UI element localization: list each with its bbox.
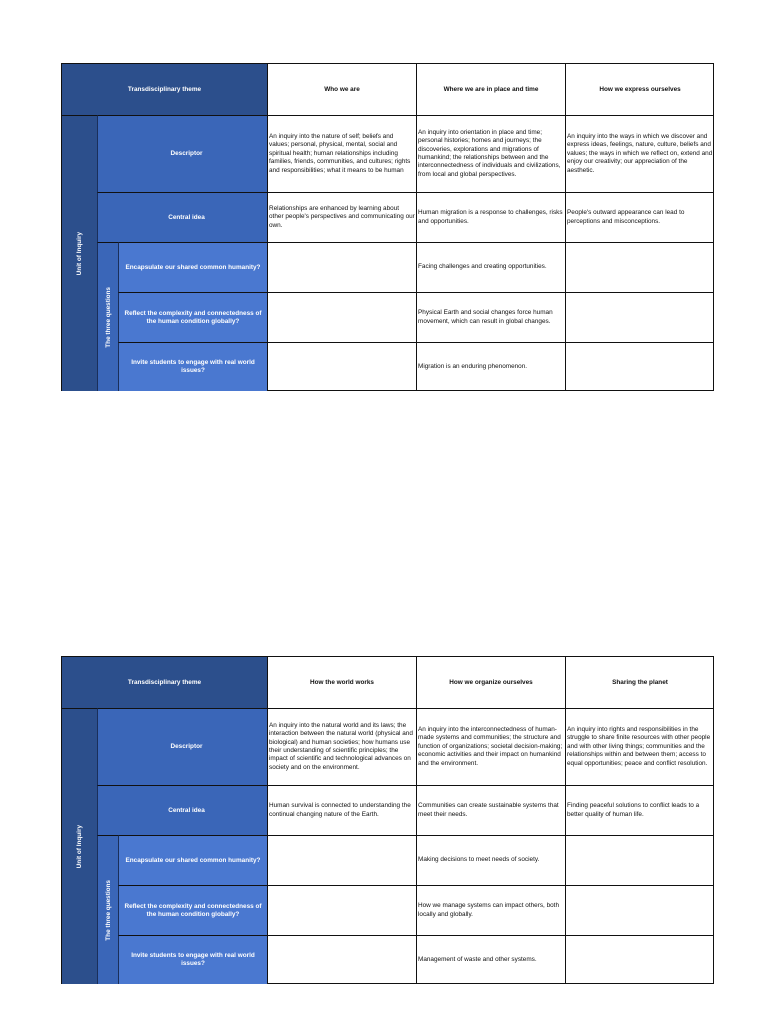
question-1-cell: Facing challenges and creating opportunities. <box>416 242 565 292</box>
central-idea-row-header <box>97 192 267 242</box>
unit-of-inquiry-band <box>62 115 97 391</box>
column-title: Who we are <box>267 64 416 115</box>
central-idea-cell: Finding peaceful solutions to conflict leads to a better quality of human life. <box>565 785 714 835</box>
question-3-cell: Management of waste and other systems. <box>416 935 565 984</box>
question-2-cell <box>565 292 714 342</box>
unit-of-inquiry-label: Unit of Inquiry <box>76 231 83 276</box>
three-questions-band <box>97 242 118 391</box>
central-idea-cell: People's outward appearance can lead to perceptions and misconceptions. <box>565 192 714 242</box>
unit-table-1 <box>61 63 714 391</box>
descriptor-cell: An inquiry into the interconnectedness of human-made systems and communities; the structure and function of organizations; societal decision-making; economic activities and their impact on humankind and the environment. <box>416 708 565 785</box>
column-title: How we express ourselves <box>565 64 714 115</box>
theme-label: Transdisciplinary theme <box>62 657 267 708</box>
column-title: How the world works <box>267 657 416 708</box>
question-2-cell <box>267 885 416 935</box>
column-title: Sharing the planet <box>565 657 714 708</box>
descriptor-label: Descriptor <box>170 743 203 750</box>
central-idea-cell: Communities can create sustainable systems that meet their needs. <box>416 785 565 835</box>
question-1-cell <box>267 242 416 292</box>
question-3-label: Invite students to engage with real world issues? <box>118 935 267 984</box>
question-2-label: Reflect the complexity and connectedness of the human condition globally? <box>118 885 267 935</box>
unit-of-inquiry-band <box>62 708 97 984</box>
unit-of-inquiry-label: Unit of Inquiry <box>76 824 83 869</box>
question-2-cell <box>565 885 714 935</box>
question-1-cell <box>565 242 714 292</box>
central-idea-cell: Human migration is a response to challenges, risks and opportunities. <box>416 192 565 242</box>
question-1-label: Encapsulate our shared common humanity? <box>118 242 267 292</box>
question-1-label: Encapsulate our shared common humanity? <box>118 835 267 885</box>
descriptor-cell: An inquiry into the nature of self; beliefs and values; personal, physical, mental, social and spiritual health; human relationships including families, friends, communities, and cultures; rights and responsibilities; what it means to be human <box>267 115 416 192</box>
descriptor-row-header <box>97 708 267 785</box>
central-idea-cell: Human survival is connected to understanding the continual changing nature of the Earth. <box>267 785 416 835</box>
three-questions-band <box>97 835 118 984</box>
question-3-label: Invite students to engage with real world issues? <box>118 342 267 391</box>
question-2-cell <box>267 292 416 342</box>
central-idea-label: Central idea <box>168 806 205 814</box>
question-1-cell: Making decisions to meet needs of society. <box>416 835 565 885</box>
central-idea-cell: Relationships are enhanced by learning about other people's perspectives and communicating our own. <box>267 192 416 242</box>
question-3-cell <box>267 342 416 391</box>
question-3-cell: Migration is an enduring phenomenon. <box>416 342 565 391</box>
descriptor-cell: An inquiry into the ways in which we discover and express ideas, feelings, nature, culture, beliefs and values; the ways in which we reflect on, extend and enjoy our creativity; our appreciation of the aesthetic. <box>565 115 714 192</box>
unit-table-2 <box>61 656 714 984</box>
descriptor-cell: An inquiry into orientation in place and time; personal histories; homes and journeys; the discoveries, explorations and migrations of humankind; the relationships between and the interconnectedness of individuals and civilizations, from local and global perspectives. <box>416 115 565 192</box>
question-2-cell: Physical Earth and social changes force human movement, which can result in global changes. <box>416 292 565 342</box>
question-2-cell: How we manage systems can impact others, both locally and globally. <box>416 885 565 935</box>
three-questions-label: The three questions <box>104 286 112 348</box>
descriptor-cell: An inquiry into rights and responsibilities in the struggle to share finite resources with other people and with other living things; communities and the relationships within and between them; access to equal opportunities; peace and conflict resolution. <box>565 708 714 785</box>
central-idea-row-header <box>97 785 267 835</box>
central-idea-label: Central idea <box>168 213 205 221</box>
column-title: Where we are in place and time <box>416 64 565 115</box>
question-1-cell <box>565 835 714 885</box>
descriptor-label: Descriptor <box>170 150 203 157</box>
question-3-cell <box>565 342 714 391</box>
three-questions-label: The three questions <box>104 879 112 941</box>
question-1-cell <box>267 835 416 885</box>
question-3-cell <box>267 935 416 984</box>
question-3-cell <box>565 935 714 984</box>
descriptor-row-header <box>97 115 267 192</box>
question-2-label: Reflect the complexity and connectedness of the human condition globally? <box>118 292 267 342</box>
column-title: How we organize ourselves <box>416 657 565 708</box>
descriptor-cell: An inquiry into the natural world and its laws; the interaction between the natural world (physical and biological) and human societies; how humans use their understanding of scientific principles; the impact of scientific and technological advances on society and on the environment. <box>267 708 416 785</box>
theme-label: Transdisciplinary theme <box>62 64 267 115</box>
